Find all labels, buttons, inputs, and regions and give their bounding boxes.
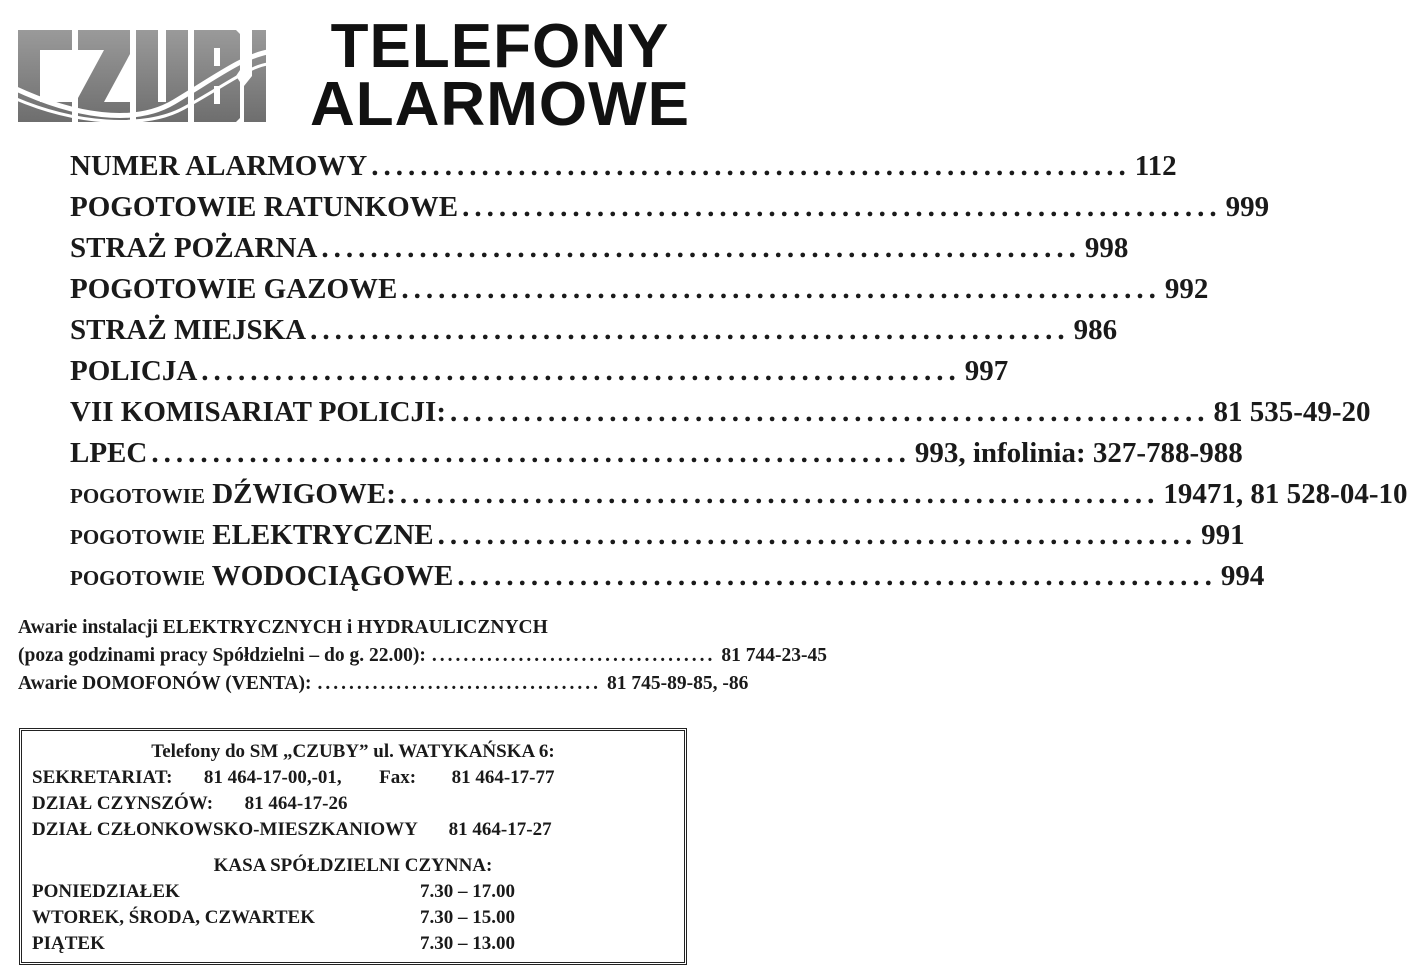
phone-row bbox=[70, 351, 1009, 392]
czlonkowski-number: 81 464-17-27 bbox=[448, 819, 552, 840]
phone-name-main: WODOCIĄGOWE bbox=[211, 560, 454, 592]
phone-name bbox=[70, 515, 434, 558]
dot-leader: .............................................................. bbox=[462, 191, 1222, 223]
phone-name-main: ELEKTRYCZNE bbox=[212, 519, 434, 551]
phone-number: 997 bbox=[964, 355, 1009, 387]
phone-name bbox=[70, 474, 396, 517]
fax-number: 81 464-17-77 bbox=[451, 767, 555, 788]
failure-number: 81 745-89-85, -86 bbox=[607, 673, 749, 694]
phone-number: 991 bbox=[1201, 519, 1245, 551]
phone-row bbox=[70, 269, 1209, 310]
dot-leader: .............................................................. bbox=[201, 355, 961, 387]
sekretariat-number: 81 464-17-00,-01, bbox=[203, 767, 342, 788]
sekretariat-label: SEKRETARIAT: bbox=[32, 767, 173, 788]
phone-number: 992 bbox=[1164, 273, 1209, 305]
phone-name: NUMER ALARMOWY bbox=[70, 150, 368, 182]
failure-line bbox=[18, 670, 749, 698]
failure-number: 81 744-23-45 bbox=[721, 645, 828, 666]
phone-number: 994 bbox=[1220, 560, 1265, 592]
dot-leader: .................................... bbox=[431, 645, 716, 666]
cooperative-contact-box bbox=[19, 728, 687, 965]
failure-text: Awarie DOMOFONÓW (VENTA): bbox=[18, 673, 312, 694]
phone-name-main: DŹWIGOWE: bbox=[212, 478, 396, 510]
czuby-logo bbox=[14, 26, 268, 126]
dot-leader: .............................................................. bbox=[310, 314, 1070, 346]
dot-leader: .............................................................. bbox=[457, 560, 1217, 592]
phone-name: POLICJA bbox=[70, 355, 198, 387]
headline bbox=[290, 12, 710, 139]
phone-name: POGOTOWIE RATUNKOWE bbox=[70, 191, 459, 223]
hours-day: WTOREK, ŚRODA, CZWARTEK bbox=[32, 907, 315, 928]
kasa-title: KASA SPÓŁDZIELNI CZYNNA: bbox=[213, 855, 493, 876]
phone-prefix: POGOTOWIE bbox=[70, 484, 205, 508]
phone-number: 112 bbox=[1134, 150, 1177, 182]
phone-name: STRAŻ MIEJSKA bbox=[70, 314, 307, 346]
hours-time: 7.30 – 13.00 bbox=[420, 933, 515, 954]
phone-name: VII KOMISARIAT POLICJI: bbox=[70, 396, 446, 428]
dot-leader: .............................................................. bbox=[437, 519, 1198, 551]
hours-time: 7.30 – 17.00 bbox=[420, 881, 515, 902]
phone-number: 81 535-49-20 bbox=[1213, 396, 1371, 428]
dot-leader: .................................... bbox=[317, 673, 602, 694]
phone-row bbox=[70, 310, 1118, 351]
phone-row bbox=[70, 515, 1245, 556]
phone-row bbox=[70, 228, 1129, 269]
phone-name: POGOTOWIE GAZOWE bbox=[70, 273, 398, 305]
failure-text: (poza godzinami pracy Spółdzielni – do g. 22.00): bbox=[18, 645, 426, 666]
phone-number: 19471, 81 528-04-10 bbox=[1163, 478, 1408, 510]
hours-row bbox=[22, 879, 684, 905]
hours-row bbox=[22, 905, 684, 931]
phone-row bbox=[70, 474, 1408, 515]
dot-leader: .............................................................. bbox=[449, 396, 1210, 428]
dot-leader: .............................................................. bbox=[151, 437, 911, 469]
phone-name: STRAŻ POŻARNA bbox=[70, 232, 318, 264]
failure-line bbox=[18, 614, 690, 642]
box-title: Telefony do SM „CZUBY” ul. WATYKAŃSKA 6: bbox=[151, 741, 555, 762]
czynsze-label: DZIAŁ CZYNSZÓW: bbox=[32, 793, 214, 814]
dot-leader: .............................................................. bbox=[401, 273, 1161, 305]
failure-text: Awarie instalacji ELEKTRYCZNYCH i HYDRAULICZNYCH bbox=[18, 617, 548, 638]
phone-row bbox=[70, 556, 1265, 597]
hours-time: 7.30 – 15.00 bbox=[420, 907, 515, 928]
dot-leader: .............................................................. bbox=[371, 150, 1131, 182]
phone-row bbox=[70, 187, 1270, 228]
failure-contacts bbox=[18, 614, 828, 698]
phone-row bbox=[70, 433, 1243, 474]
phone-number: 999 bbox=[1225, 191, 1270, 223]
czynsze-line bbox=[22, 791, 684, 817]
phone-number: 998 bbox=[1084, 232, 1129, 264]
sekretariat-line bbox=[22, 765, 684, 791]
czlonkowski-label: DZIAŁ CZŁONKOWSKO-MIESZKANIOWY bbox=[32, 819, 418, 840]
phone-name bbox=[70, 556, 453, 599]
czynsze-number: 81 464-17-26 bbox=[244, 793, 348, 814]
phone-row bbox=[70, 392, 1371, 433]
hours-day: PONIEDZIAŁEK bbox=[32, 881, 180, 902]
hours-day: PIĄTEK bbox=[32, 933, 105, 954]
fax-label: Fax: bbox=[379, 767, 417, 788]
phone-prefix: POGOTOWIE bbox=[70, 525, 205, 549]
phone-number: 986 bbox=[1073, 314, 1118, 346]
phone-row bbox=[70, 146, 1177, 187]
headline-line1: TELEFONY bbox=[330, 12, 670, 81]
phone-number: 993, infolinia: 327-788-988 bbox=[914, 437, 1243, 469]
emergency-phone-list bbox=[70, 146, 1408, 597]
phone-prefix: POGOTOWIE bbox=[70, 566, 205, 590]
phone-name: LPEC bbox=[70, 437, 148, 469]
hours-row bbox=[22, 931, 684, 957]
failure-line bbox=[18, 642, 828, 670]
dot-leader: .............................................................. bbox=[321, 232, 1081, 264]
headline-line2: ALARMOWE bbox=[310, 70, 690, 139]
czlonkowski-line bbox=[22, 817, 684, 843]
dot-leader: .............................................................. bbox=[399, 478, 1160, 510]
